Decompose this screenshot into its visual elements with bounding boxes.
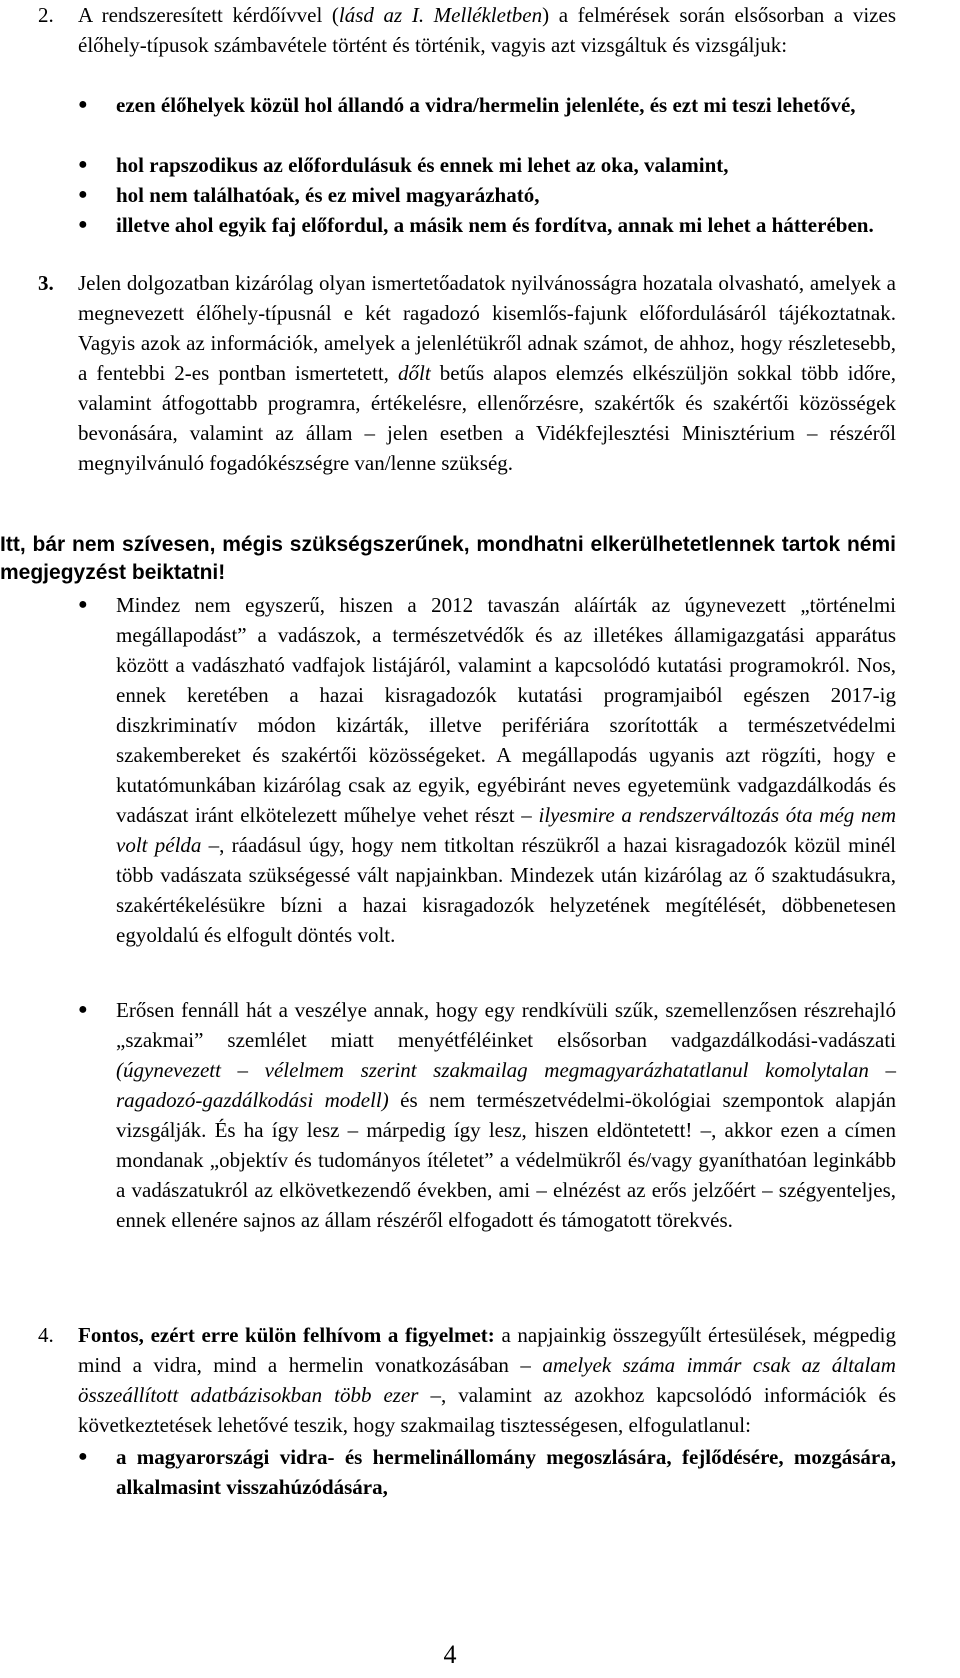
remarks-bullet-list	[78, 590, 898, 1295]
item-2-text: A rendszeresített kérdőívvel (lásd az I. Mellékletben) a felmérések során elsősorban a vizes élőhely-típusok számbavétele történt és történik, vagyis azt vizsgáltuk és vizsgáljuk:	[78, 3, 896, 57]
item-4-number: 4.	[38, 1323, 54, 1347]
bullet-dot: ●	[78, 96, 88, 113]
item-3-text: Jelen dolgozatban kizárólag olyan ismertetőadatok nyilvánosságra hozatala olvasható, amelyek a megnevezett élőhely-típusnál e két ragadozó kisemlős-fajunk előfordulásáról tájékoztatnak. Vagyis azok az információk, amelyek a jelenlétükről adnak számot, de ahhoz, hogy részletesebb, a fentebbi 2-es pontban ismertetett, dőlt betűs alapos elemzés elkészüljön sokkal több időre, valamint átfogottabb programra, értékelésre, ellenőrzésre, szakértők és szakértői közösségek bevonására, valamint az állam – jelen esetben a Vidékfejlesztési Minisztérium – részéről megnyilvánuló fogadókészségre van/lenne szükség.	[78, 271, 896, 475]
bullet-dot: ●	[78, 1001, 88, 1018]
list-item: hol rapszodikus az előfordulásuk és ennek mi lehet az oka, valamint,	[116, 153, 729, 177]
bullet-dot: ●	[78, 156, 88, 173]
list-item: hol nem találhatóak, és ez mivel magyarázható,	[116, 183, 540, 207]
item-2-number: 2.	[38, 3, 54, 27]
list-item: Erősen fennáll hát a veszélye annak, hogy egy rendkívüli szűk, szemellenzősen részrehajló „szakmai” szemlélet miatt menyétféléinket elsősorban vadgazdálkodási-vadászati (úgynevezett – vélelmem szerint szakmailag megmagyarázhatatlanul komolytalan – ragadozó-gazdálkodási modell) és nem természetvédelmi-ökológiai szempontok alapján vizsgálják. És ha így lesz – márpedig így lesz, hiszen eldöntetett! –, akkor ezen a címen mondanak „objektív és tudományos ítéletet” a védelmükről és/vagy gyaníthatóan leginkább a vadászatukról az elkövetkezendő években, ami – elnézést az erős jelzőért – szégyenteljes, ennek ellenére sajnos az állam részéről elfogadott és támogatott törekvés.	[116, 998, 896, 1232]
list-item: Mindez nem egyszerű, hiszen a 2012 tavaszán aláírták az úgynevezett „történelmi megállapodást” a vadászok, a természetvédők és az illetékes államigazgatási apparátus között a vadászható vadfajok listájáról, valamint a kapcsolódó kutatási programokról. Nos, ennek keretében a hazai kisragadozók kutatási programjaiból egészen 2017-ig diszkriminatív módon kizárták, illetve perifériára szorították a természetvédelmi szakembereket és szakértői közösségeket. A megállapodás ugyanis azt rögzíti, hogy e kutatómunkában kizárólag csak az egyik, egyébiránt neves egyetemünk vadgazdálkodás és vadászat iránt elkötelezett műhelye vehet részt – ilyesmire a rendszerváltozás óta még nem volt példa –, ráadásul úgy, hogy nem titkoltan részükről a hazai kisragadozók közül minél több vadászata szükségessé vált napjainkban. Mindezek után kizárólag az ő szaktudásukra, szakértékelésükre bízni a hazai kisragadozók helyzetének megítélését, döbbenetesen egyoldalú és elfogult döntés volt.	[116, 593, 896, 947]
bullet-dot: ●	[78, 186, 88, 203]
section-heading: Itt, bár nem szívesen, mégis szükségszerűnek, mondhatni elkerülhetetlennek tartok némi megjegyzést beiktatni!	[0, 533, 896, 584]
item-4	[38, 1320, 896, 1450]
bullet-dot: ●	[78, 1448, 88, 1465]
item-3-number: 3.	[38, 271, 54, 295]
list-item: a magyarországi vidra- és hermelinállomány megoszlására, fejlődésére, mozgására, alkalmasint visszahúzódására,	[116, 1445, 896, 1499]
bullet-dot: ●	[78, 596, 88, 613]
item-3	[38, 268, 896, 513]
list-item: illetve ahol egyik faj előfordul, a másik nem és fordítva, annak mi lehet a hátterében.	[116, 213, 874, 237]
page-number: 4	[443, 1640, 457, 1669]
item-4-bullet-list	[78, 1442, 898, 1504]
item-4-text: Fontos, ezért erre külön felhívom a figyelmet: a napjainkig összegyűlt értesülések, mégpedig mind a vidra, mind a hermelin vonatkozásában – amelyek száma immár csak az általam összeállított adatbázisokban több ezer –, valamint az azokhoz kapcsolódó információk és következtetések lehetővé teszik, hogy szakmailag tisztességesen, elfogulatlanul:	[78, 1323, 896, 1437]
list-item: ezen élőhelyek közül hol állandó a vidra/hermelin jelenléte, és ezt mi teszi lehetővé,	[116, 93, 856, 117]
bullet-dot: ●	[78, 216, 88, 233]
item-2-bullet-list	[78, 90, 898, 260]
